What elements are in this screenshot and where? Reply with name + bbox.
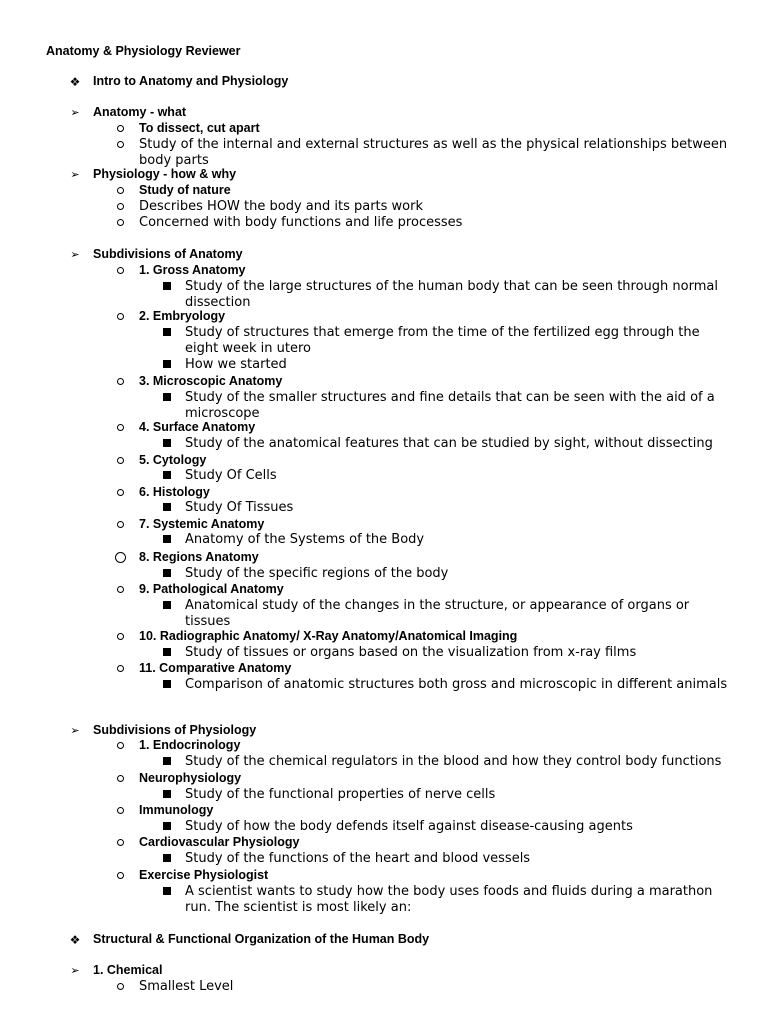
outline-item-text: Study of how the body defends itself against disease-causing agents	[185, 819, 633, 834]
outline-item-text: Study of the large structures of the human body that can be seen through normal dissection	[185, 279, 718, 310]
square-bullet-icon	[159, 500, 175, 516]
outline-item	[0, 453, 768, 469]
outline-item-text: Cardiovascular Physiology	[139, 835, 300, 849]
outline-item-text: A scientist wants to study how the body uses foods and fluids during a marathon run. The scientist is most likely an:	[185, 884, 713, 915]
outline-item-text: 10. Radiographic Anatomy/ X-Ray Anatomy/Anatomical Imaging	[139, 629, 518, 643]
circle-bullet-icon	[112, 199, 128, 215]
outline-item-text: Physiology - how & why	[93, 167, 237, 181]
square-bullet-icon	[159, 645, 175, 661]
outline-item	[0, 645, 768, 661]
square-bullet-icon	[159, 390, 175, 406]
outline-item	[0, 550, 768, 566]
outline-item-text: Immunology	[139, 803, 214, 817]
outline-item	[0, 420, 768, 436]
square-bullet-icon	[159, 532, 175, 548]
outline-item-text: 8. Regions Anatomy	[139, 550, 259, 564]
circle-bullet-icon	[112, 215, 128, 231]
outline-item-text: Describes HOW the body and its parts work	[139, 199, 424, 214]
outline-item	[0, 963, 768, 979]
outline-item	[0, 787, 768, 803]
circle-bullet-icon	[112, 661, 128, 677]
outline-item-text: 1. Gross Anatomy	[139, 263, 246, 277]
circle-bullet-icon	[112, 263, 128, 279]
outline-item	[0, 74, 768, 90]
outline-item	[0, 598, 768, 629]
square-bullet-icon	[159, 468, 175, 484]
circle-bullet-icon	[112, 309, 128, 325]
outline-item	[0, 851, 768, 867]
outline-item-text: 9. Pathological Anatomy	[139, 582, 284, 596]
outline-item	[0, 803, 768, 819]
outline-item-text: Study of the chemical regulators in the blood and how they control body functions	[185, 754, 722, 769]
document-title: Anatomy & Physiology Reviewer	[46, 44, 241, 58]
outline-item-text: 2. Embryology	[139, 309, 226, 323]
outline-item-text: Study of the smaller structures and fine details that can be seen with the aid of a microscope	[185, 390, 715, 421]
outline-item-text: Study of nature	[139, 183, 231, 197]
outline-item-text: Study of the functions of the heart and blood vessels	[185, 851, 531, 866]
outline-item-text: Study Of Cells	[185, 468, 277, 483]
outline-item	[0, 932, 768, 948]
outline-item-text: Neurophysiology	[139, 771, 242, 785]
outline-item	[0, 532, 768, 548]
circle-bullet-icon	[112, 453, 128, 469]
outline-item-text: Study of the internal and external structures as well as the physical relationships between body parts	[139, 137, 728, 168]
circle-bullet-icon	[112, 420, 128, 436]
outline-item	[0, 137, 768, 168]
outline-item	[0, 566, 768, 582]
outline-item	[0, 500, 768, 516]
outline-item-text: Study of the anatomical features that can be studied by sight, without dissecting	[185, 436, 713, 451]
outline-item-text: 3. Microscopic Anatomy	[139, 374, 283, 388]
outline-item	[0, 215, 768, 231]
outline-item-text: To dissect, cut apart	[139, 121, 260, 135]
outline-item	[0, 357, 768, 373]
outline-item	[0, 390, 768, 421]
outline-item-text: 11. Comparative Anatomy	[139, 661, 292, 675]
outline-item-text: Study of tissues or organs based on the visualization from x-ray films	[185, 645, 637, 660]
outline-item-text: How we started	[185, 357, 287, 372]
outline-item-text: Intro to Anatomy and Physiology	[93, 74, 289, 88]
square-bullet-icon	[159, 819, 175, 835]
outline-item	[0, 309, 768, 325]
outline-item-text: 6. Histology	[139, 485, 210, 499]
outline-item	[0, 677, 768, 693]
outline-item	[0, 819, 768, 835]
outline-item-text: Study Of Tissues	[185, 500, 294, 515]
outline-item-text: 5. Cytology	[139, 453, 207, 467]
outline-item	[0, 517, 768, 533]
square-bullet-icon	[159, 851, 175, 867]
circle-bullet-icon	[112, 183, 128, 199]
square-bullet-icon	[159, 598, 175, 614]
outline-item	[0, 374, 768, 390]
outline-item	[0, 167, 768, 183]
outline-item	[0, 629, 768, 645]
outline-item	[0, 436, 768, 452]
outline-item-text: Structural & Functional Organization of the Human Body	[93, 932, 430, 946]
arrow-bullet-icon: ➢	[70, 724, 80, 737]
outline-item-text: 1. Chemical	[93, 963, 163, 977]
outline-item	[0, 723, 768, 739]
circle-bullet-icon	[112, 738, 128, 754]
outline-item-text: Study of the specific regions of the body	[185, 566, 449, 581]
outline-item	[0, 884, 768, 915]
circle-bullet-icon	[112, 979, 128, 995]
outline-item-text: Anatomical study of the changes in the structure, or appearance of organs or tissues	[185, 598, 690, 629]
outline-item-text: Anatomy - what	[93, 105, 187, 119]
outline-item	[0, 868, 768, 884]
circle-bullet-icon	[112, 771, 128, 787]
outline-item	[0, 661, 768, 677]
circle-bullet-icon	[112, 121, 128, 137]
outline-item	[0, 121, 768, 137]
outline-item-text: Subdivisions of Physiology	[93, 723, 257, 737]
outline-item-text: Study of the functional properties of nerve cells	[185, 787, 496, 802]
square-bullet-icon	[159, 325, 175, 341]
arrow-bullet-icon: ➢	[70, 168, 80, 181]
circle-bullet-icon	[112, 629, 128, 645]
outline-item	[0, 199, 768, 215]
outline-item-text: Concerned with body functions and life processes	[139, 215, 463, 230]
circle-bullet-icon	[112, 137, 128, 153]
square-bullet-icon	[159, 357, 175, 373]
outline-item	[0, 247, 768, 263]
circle-bullet-icon	[112, 517, 128, 533]
outline-item	[0, 263, 768, 279]
square-bullet-icon	[159, 754, 175, 770]
outline-item	[0, 835, 768, 851]
outline-item	[0, 105, 768, 121]
outline-item-text: Exercise Physiologist	[139, 868, 269, 882]
outline-item-text: Study of structures that emerge from the time of the fertilized egg through the eight week in utero	[185, 325, 700, 356]
outline-item	[0, 183, 768, 199]
outline-item	[0, 979, 768, 995]
circle-bullet-icon	[112, 550, 128, 566]
diamond-bullet-icon: ❖	[69, 75, 81, 89]
circle-bullet-icon	[112, 582, 128, 598]
square-bullet-icon	[159, 436, 175, 452]
square-bullet-icon	[159, 884, 175, 900]
outline-item-text: Anatomy of the Systems of the Body	[185, 532, 425, 547]
square-bullet-icon	[159, 279, 175, 295]
outline-item	[0, 325, 768, 356]
circle-bullet-icon	[112, 374, 128, 390]
circle-bullet-icon	[112, 835, 128, 851]
outline-item	[0, 754, 768, 770]
outline-item	[0, 582, 768, 598]
outline-item	[0, 468, 768, 484]
outline-item-text: 4. Surface Anatomy	[139, 420, 256, 434]
outline-item	[0, 485, 768, 501]
outline-item-text: Subdivisions of Anatomy	[93, 247, 243, 261]
diamond-bullet-icon: ❖	[69, 933, 81, 947]
outline-item-text: Smallest Level	[139, 979, 234, 994]
outline-item-text: 7. Systemic Anatomy	[139, 517, 265, 531]
outline-item-text: 1. Endocrinology	[139, 738, 241, 752]
circle-bullet-icon	[112, 868, 128, 884]
square-bullet-icon	[159, 566, 175, 582]
outline-item	[0, 738, 768, 754]
outline-item-text: Comparison of anatomic structures both gross and microscopic in different animals	[185, 677, 728, 692]
outline-item	[0, 771, 768, 787]
outline-item	[0, 279, 768, 310]
arrow-bullet-icon: ➢	[70, 106, 80, 119]
arrow-bullet-icon: ➢	[70, 964, 80, 977]
square-bullet-icon	[159, 677, 175, 693]
arrow-bullet-icon: ➢	[70, 248, 80, 261]
circle-bullet-icon	[112, 485, 128, 501]
square-bullet-icon	[159, 787, 175, 803]
circle-bullet-icon	[112, 803, 128, 819]
